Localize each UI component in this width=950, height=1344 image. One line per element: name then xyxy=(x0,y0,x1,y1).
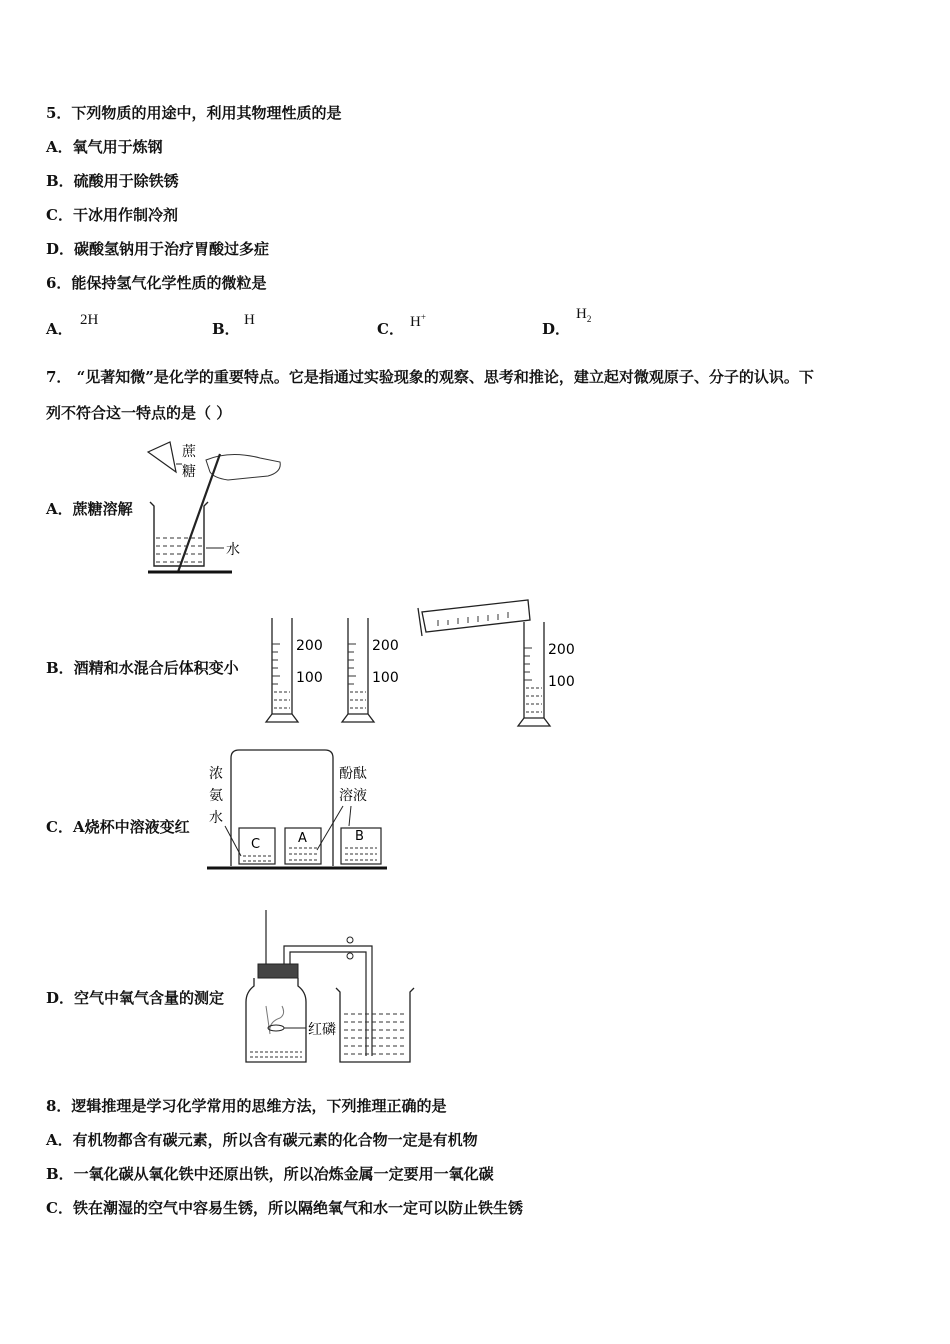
water-beaker xyxy=(336,988,414,1062)
q5-stem: 5．下列物质的用途中，利用其物理性质的是 xyxy=(46,104,342,122)
sugar-label-1: 蔗 xyxy=(182,444,196,460)
cylinder-1-200-label: 200 xyxy=(296,638,323,654)
q5-option-b: B．硫酸用于除铁锈 xyxy=(46,172,179,190)
q7-option-b: B．酒精和水混合后体积变小 xyxy=(46,659,239,677)
q8-option-c: C．铁在潮湿的空气中容易生锈，所以隔绝氧气和水一定可以防止铁生锈 xyxy=(46,1199,523,1217)
cylinders-figure xyxy=(262,596,582,731)
q6-stem: 6．能保持氢气化学性质的微粒是 xyxy=(46,274,267,292)
sugar-dissolving-figure xyxy=(140,436,290,576)
q7-option-d: D．空气中氧气含量的测定 xyxy=(46,989,225,1007)
q6-option-c-letter: C． xyxy=(377,320,404,338)
q6-option-b-formula: H xyxy=(244,312,255,328)
sugar-label-2: 糖 xyxy=(182,464,196,480)
cylinder-2 xyxy=(342,618,399,722)
ammonia-label-3: 水 xyxy=(209,810,223,826)
red-phosphorus-label: 红磷 xyxy=(308,1022,336,1038)
clamp-icon xyxy=(347,937,353,943)
cylinder-2-100-label: 100 xyxy=(372,670,399,686)
q6-option-a-formula: 2H xyxy=(80,312,99,328)
q6-option-a-letter: A． xyxy=(46,320,73,338)
cylinder-1-100-label: 100 xyxy=(296,670,323,686)
ammonia-label-2: 氨 xyxy=(209,788,223,804)
oxygen-measurement-figure xyxy=(240,906,420,1068)
beaker-c-label: C xyxy=(251,837,261,852)
q5-option-d: D．碳酸氢钠用于治疗胃酸过多症 xyxy=(46,240,270,258)
cylinder-2-200-label: 200 xyxy=(372,638,399,654)
beaker-b-label: B xyxy=(355,829,364,844)
q6-option-d-letter: D． xyxy=(542,320,571,338)
water-label: 水 xyxy=(226,542,240,558)
cylinder-3 xyxy=(518,622,575,726)
q8-stem: 8．逻辑推理是学习化学常用的思维方法，下列推理正确的是 xyxy=(46,1097,447,1115)
q7-option-c: C．A烧杯中溶液变红 xyxy=(46,818,190,836)
pouring-cylinder xyxy=(418,600,530,636)
beaker-a-label: A xyxy=(298,831,307,846)
q6-option-d-subscript: 2 xyxy=(586,314,592,324)
q6-option-c-charge: + xyxy=(420,312,426,322)
q7-option-a: A．蔗糖溶解 xyxy=(46,500,133,518)
connecting-tube xyxy=(284,946,372,1056)
q6-option-c-symbol: H xyxy=(410,314,421,330)
q6-option-d-symbol: H xyxy=(576,306,587,322)
q8-option-a: A．有机物都含有碳元素，所以含有碳元素的化合物一定是有机物 xyxy=(46,1131,478,1149)
hand-icon xyxy=(206,454,280,480)
q6-option-b-letter: B． xyxy=(212,320,240,338)
q6-option-d-formula xyxy=(576,306,591,324)
q5-option-a: A．氧气用于炼钢 xyxy=(46,138,163,156)
cylinder-3-100-label: 100 xyxy=(548,674,575,690)
sugar-paper-icon xyxy=(148,442,176,472)
q7-stem-line1: 7． “见著知微”是化学的重要特点。它是指通过实验现象的观察、思考和推论，建立起对微观原子、分子的认识。下 xyxy=(46,368,814,386)
ammonia-label-1: 浓 xyxy=(209,766,223,782)
q7-stem-line2: 列不符合这一特点的是（ ） xyxy=(46,404,232,422)
rubber-stopper xyxy=(258,964,298,978)
phenol-label-2: 溶液 xyxy=(339,788,367,804)
q8-option-b: B．一氧化碳从氧化铁中还原出铁，所以冶炼金属一定要用一氧化碳 xyxy=(46,1165,494,1183)
q6-option-c-formula xyxy=(410,312,426,331)
phenol-label-1: 酚酞 xyxy=(339,766,367,782)
cylinder-3-200-label: 200 xyxy=(548,642,575,658)
ammonia-diffusion-figure xyxy=(205,746,390,876)
cylinder-1 xyxy=(266,618,323,722)
q5-option-c: C．干冰用作制冷剂 xyxy=(46,206,178,224)
